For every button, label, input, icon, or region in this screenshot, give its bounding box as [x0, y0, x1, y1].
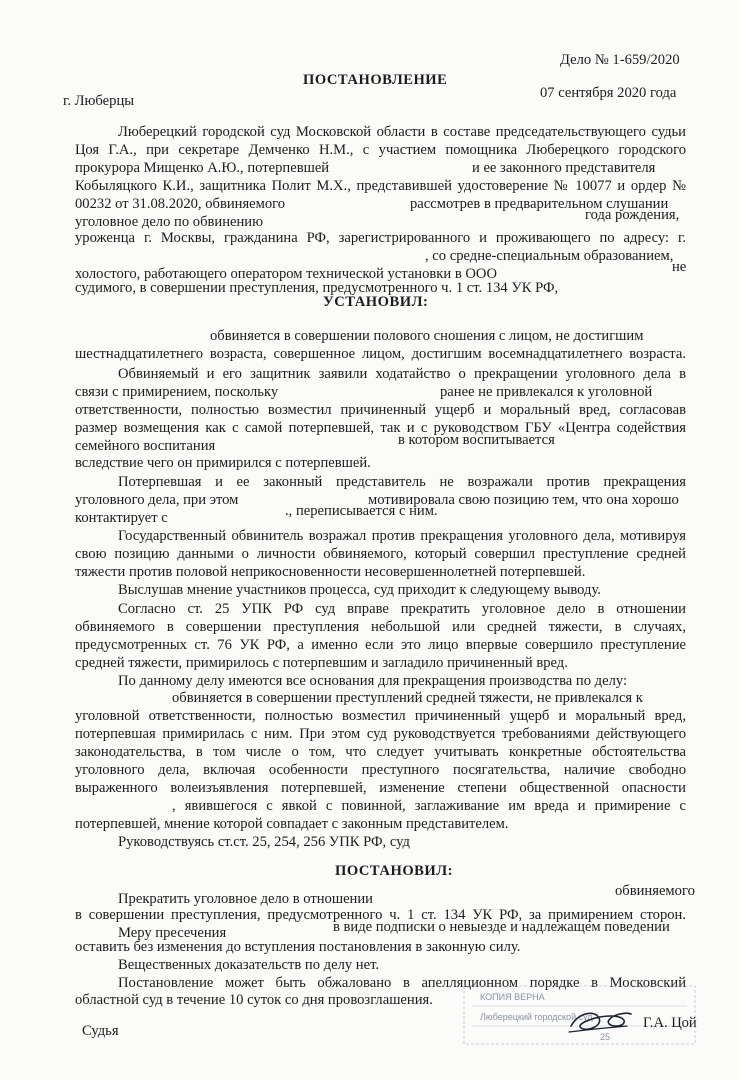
- city: г. Люберцы: [63, 93, 135, 109]
- text-line: законодательства, в том числе о том, что следует учитывать конкретные обстоятельства: [75, 744, 686, 760]
- text-line: уголовное дело по обвинению: [75, 214, 264, 230]
- text-line: Меру пресечения: [118, 925, 227, 941]
- text-line: в совершении преступления, предусмотренного ч. 1 ст. 134 УК РФ, за примирением сторон.: [75, 907, 686, 923]
- text-line: уголовной ответственности, полностью возместил причиненный ущерб и моральный вред,: [75, 708, 686, 724]
- text-line: контактирует с: [75, 510, 168, 526]
- text-line: шестнадцатилетнего возраста, совершенное лицом, достигшим восемнадцатилетнего возраста.: [75, 346, 686, 362]
- text-line: в котором воспитывается: [398, 432, 555, 448]
- text-line: вследствие чего он примирился с потерпевшей.: [75, 455, 371, 471]
- text-line: Вещественных доказательств по делу нет.: [118, 957, 380, 973]
- text-line: года рождения,: [585, 207, 680, 223]
- text-line: выраженного волеизъявления потерпевшей, изменение степени общественной опасности: [75, 780, 686, 796]
- text-line: свою позицию данными о личности обвиняемого, который совершил преступление средней: [75, 546, 686, 562]
- text-line: уголовного дела, при этом: [75, 492, 239, 508]
- text-line: обвиняемого: [615, 883, 695, 899]
- stamp-line-1: КОПИЯ ВЕРНА: [480, 992, 545, 1002]
- text-line: размер возмещения как с самой потерпевшей, так и с руководством ГБУ «Центра содействия: [75, 420, 686, 436]
- text-line: Обвиняемый и его защитник заявили ходатайство о прекращении уголовного дела в: [118, 366, 686, 382]
- text-line: ранее не привлекался к уголовной: [440, 384, 653, 400]
- text-line: Постановление может быть обжаловано в апелляционном порядке в Московский: [118, 975, 686, 991]
- text-line: Кобыляцкого К.И., защитника Полит М.Х., представившей удостоверение № 10077 и ордер №: [75, 178, 686, 194]
- text-line: обвиняется в совершении полового сношения с лицом, не достигшим: [210, 328, 644, 344]
- section-heading-established: УСТАНОВИЛ:: [323, 294, 429, 310]
- text-line: холостого, работающего оператором технической установки в ООО: [75, 266, 497, 282]
- text-line: предусмотренных ст. 76 УК РФ, а именно если это лицо впервые совершило преступление: [75, 637, 686, 653]
- text-line: семейного воспитания: [75, 438, 216, 454]
- text-line: уголовного дела, включая особенности преступного посягательства, наличие свободно: [75, 762, 686, 778]
- text-line: рассмотрев в предварительном слушании: [410, 196, 669, 212]
- section-heading-ruled: ПОСТАНОВИЛ:: [335, 863, 453, 879]
- text-line: По данному делу имеются все основания для прекращения производства по делу:: [118, 673, 628, 689]
- text-line: потерпевшей, мнение которой совпадает с законным представителем.: [75, 816, 509, 832]
- text-line: , со средне-специальным образованием,: [425, 248, 674, 264]
- text-line: Прекратить уголовное дело в отношении: [118, 891, 373, 907]
- text-line: обвиняемого в совершении преступления небольшой или средней тяжести, в случаях,: [75, 619, 686, 635]
- text-line: Цоя Г.А., при секретаре Демченко Н.М., с участием помощника Люберецкого городского: [75, 142, 686, 158]
- document-date: 07 сентября 2020 года: [540, 85, 677, 101]
- stamp-line-3: 25: [600, 1032, 611, 1042]
- text-line: Потерпевшая и ее законный представитель не возражали против прекращения: [118, 474, 686, 490]
- text-line: судимого, в совершении преступления, предусмотренного ч. 1 ст. 134 УК РФ,: [75, 280, 559, 296]
- case-number: Дело № 1-659/2020: [560, 52, 680, 68]
- text-line: 00232 от 31.08.2020, обвиняемого: [75, 196, 286, 212]
- text-line: потерпевшая примирилась с ним. При этом суд руководствуется требованиями действующего: [75, 726, 686, 742]
- text-line: оставить без изменения до вступления постановления в законную силу.: [75, 939, 521, 955]
- judge-label: Судья: [82, 1023, 119, 1039]
- text-line: в виде подписки о невыезде и надлежащем поведении: [333, 919, 670, 935]
- text-line: Руководствуясь ст.ст. 25, 254, 256 УПК РФ, суд: [118, 834, 410, 850]
- stamp-line-2: Люберецкий городской суд: [480, 1012, 593, 1022]
- text-line: ответственности, полностью возместил причиненный ущерб и моральный вред, согласовав: [75, 402, 686, 418]
- judge-signature: [565, 1002, 635, 1042]
- judge-name: Г.А. Цой: [643, 1015, 697, 1031]
- text-line: средней тяжести, примирилось с потерпевшим и загладило причиненный вред.: [75, 655, 568, 671]
- text-line: ., переписывается с ним.: [285, 503, 438, 519]
- text-line: Государственный обвинитель возражал против прекращения уголовного дела, мотивируя: [118, 528, 686, 544]
- document-title: ПОСТАНОВЛЕНИЕ: [303, 72, 448, 88]
- text-line: обвиняется в совершении преступлений средней тяжести, не привлекался к: [172, 690, 643, 706]
- text-line: тяжести против половой неприкосновенности несовершеннолетней потерпевшей.: [75, 564, 586, 580]
- text-line: Согласно ст. 25 УПК РФ суд вправе прекратить уголовное дело в отношении: [118, 601, 686, 617]
- text-line: областной суд в течение 10 суток со дня провозглашения.: [75, 992, 433, 1008]
- text-line: не: [672, 259, 687, 275]
- text-line: Люберецкий городской суд Московской области в составе председательствующего судьи: [118, 124, 686, 140]
- text-line: связи с примирением, поскольку: [75, 384, 279, 400]
- text-line: Выслушав мнение участников процесса, суд приходит к следующему выводу.: [118, 582, 601, 598]
- text-line: мотивировала свою позицию тем, что она хорошо: [368, 492, 679, 508]
- text-line: , явившегося с явкой с повинной, заглаживание им вреда и примирение с: [172, 798, 686, 814]
- text-line: и ее законного представителя: [472, 160, 656, 176]
- text-line: уроженца г. Москвы, гражданина РФ, зарегистрированного и проживающего по адресу: г.: [75, 230, 686, 246]
- text-line: прокурора Мищенко А.Ю., потерпевшей: [75, 160, 330, 176]
